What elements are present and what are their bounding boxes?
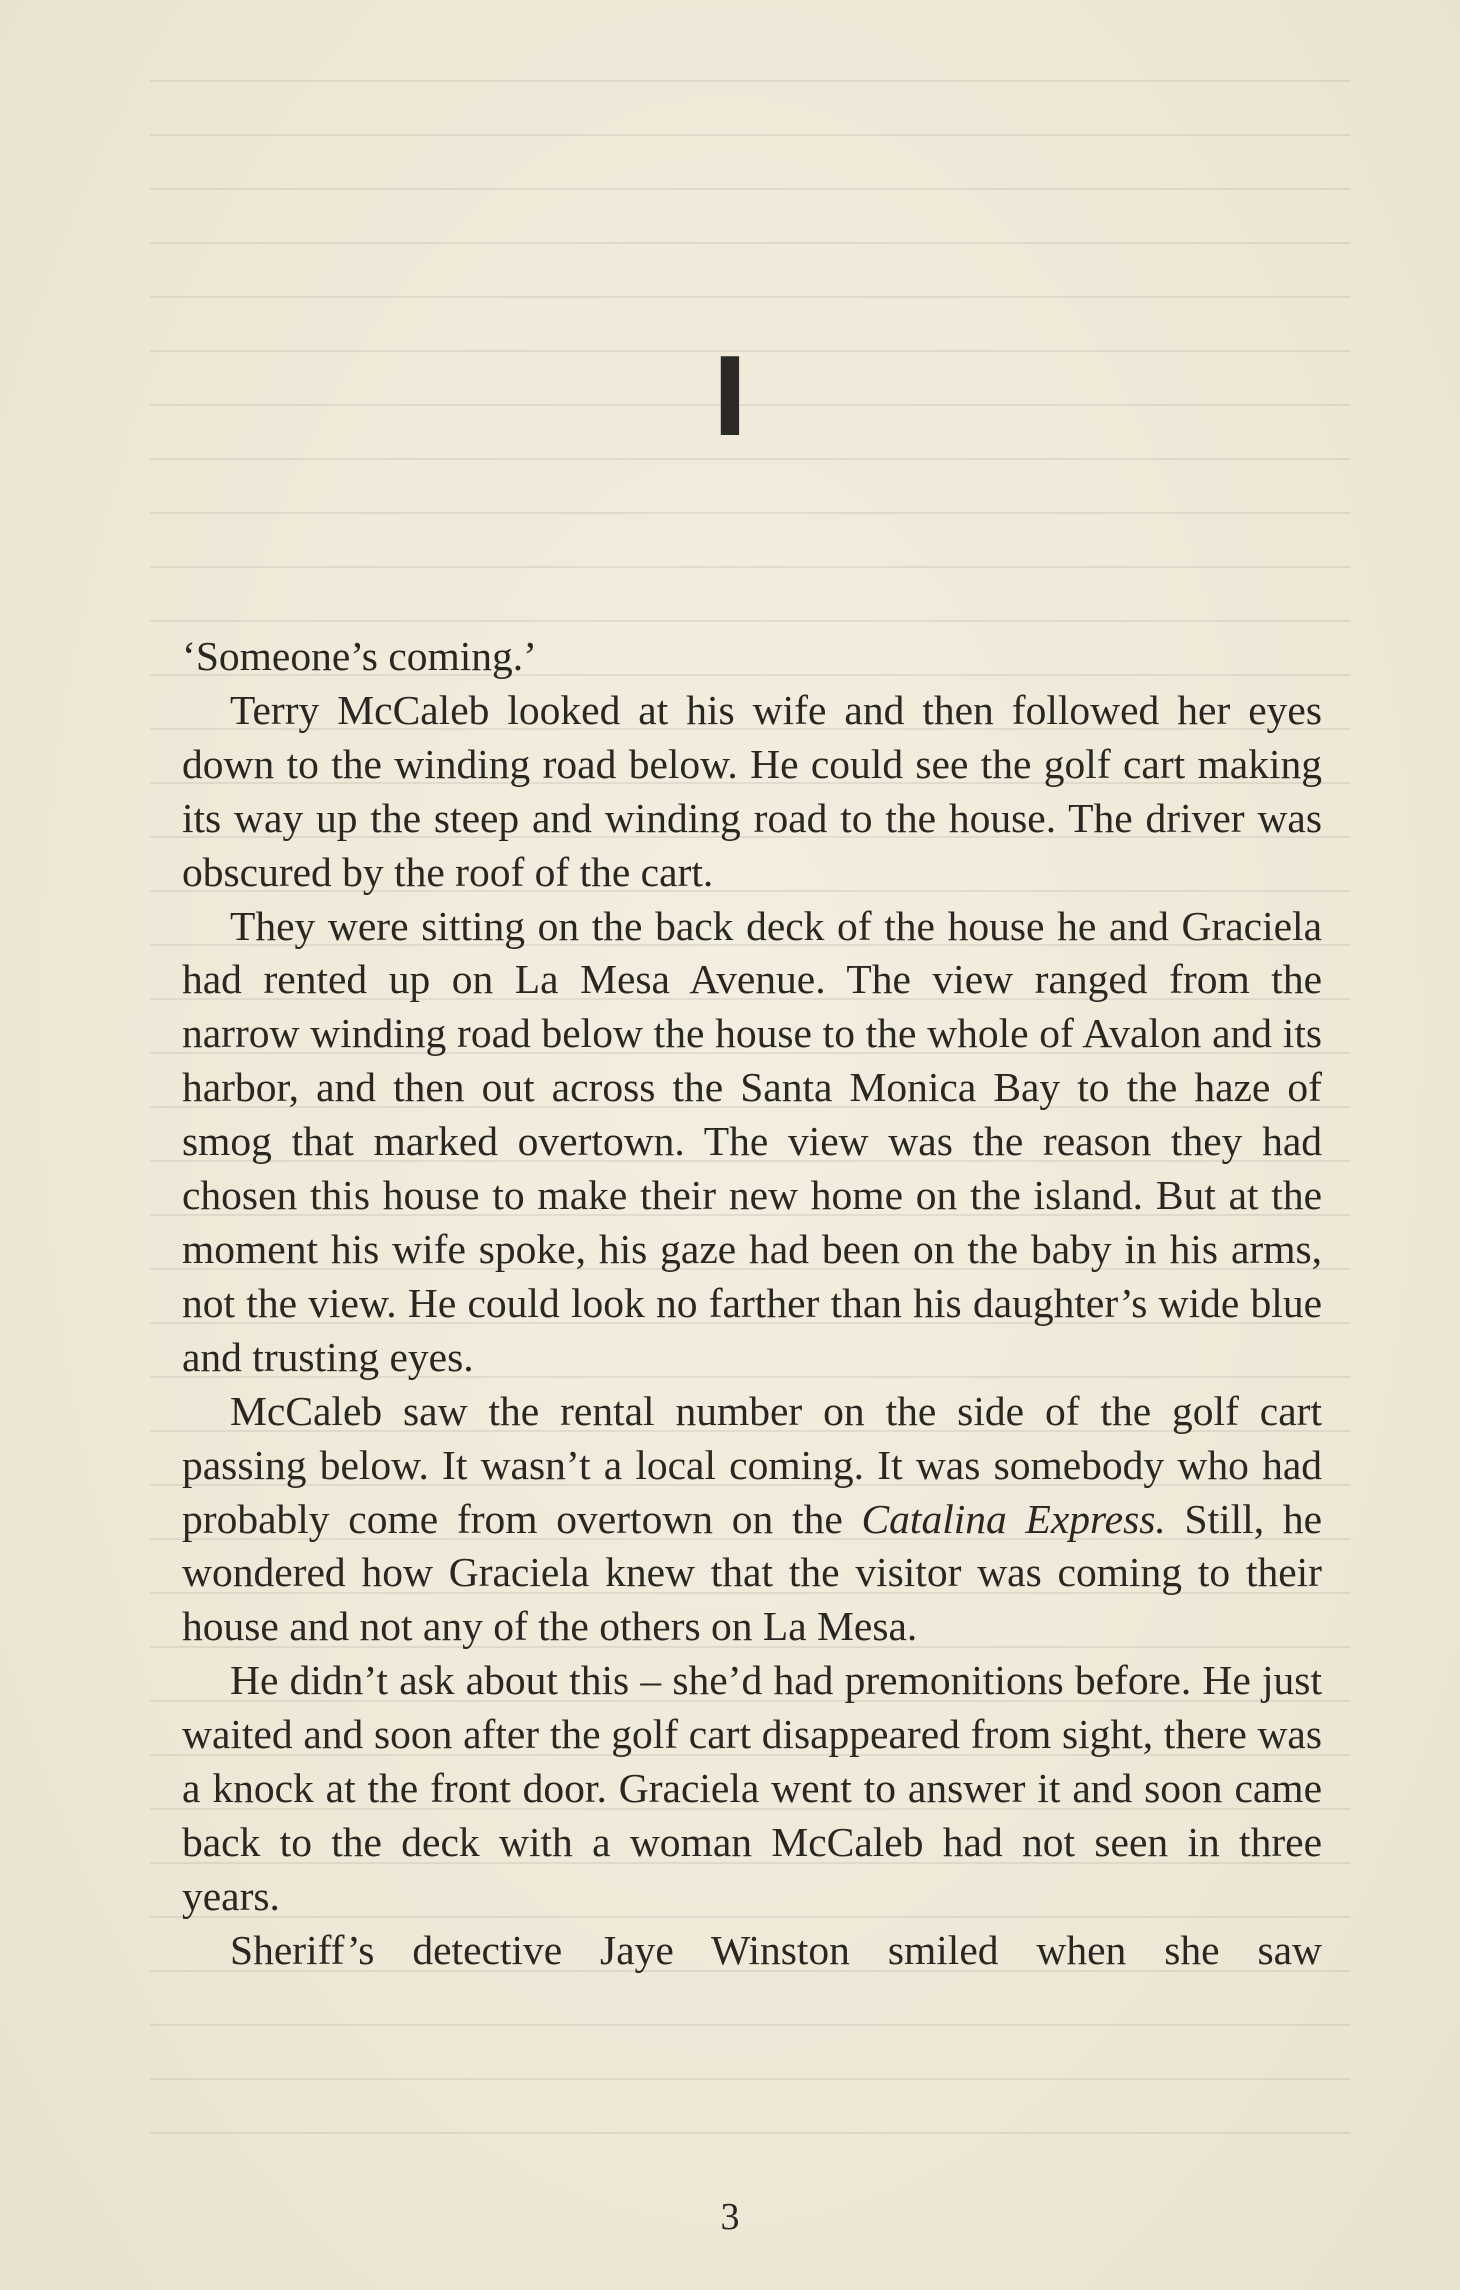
paragraph-6: Sheriff’s detective Jaye Winston smiled when she saw bbox=[230, 1926, 1322, 1973]
paragraph-4 bbox=[182, 1385, 1322, 1655]
body-text bbox=[182, 630, 1322, 1978]
ferry-name-italic: Catalina Express. bbox=[861, 1495, 1166, 1542]
paragraph-5: He didn’t ask about this – she’d had premonitions before. He just waited and soon after the golf cart disappeared from sight, there was a knock at the front door. Graciela went to answer it and soon came back to the deck with a woman McCaleb had not seen in three years. bbox=[182, 1657, 1322, 1919]
paragraph-4-text-after: Still, he wondered how Graciela knew that the visitor was coming to their house and not any of the others on La Mesa. bbox=[182, 1495, 1322, 1650]
page-number: 3 bbox=[720, 2196, 740, 2238]
paragraph-2: Terry McCaleb looked at his wife and then followed her eyes down to the winding road below. He could see the golf cart making its way up the steep and winding road to the house. The driver was obscured by the roof of the cart. bbox=[182, 686, 1322, 895]
paragraph-4-text-before: McCaleb saw the rental number on the side of the golf cart passing below. It wasn’t a local coming. It was somebody who had probably come from overtown on the bbox=[182, 1387, 1322, 1542]
paragraph-3: They were sitting on the back deck of the house he and Graciela had rented up on La Mesa Avenue. The view ranged from the narrow winding road below the house to the whole of Avalon and its harbor, and then out across the Santa Monica Bay to the haze of smog that marked overtown. The view was the reason they had chosen this house to make their new home on the island. But at the moment his wife spoke, his gaze had been on the baby in his arms, not the view. He could look no farther than his daughter’s wide blue and trusting eyes. bbox=[182, 902, 1322, 1380]
chapter-number: I bbox=[711, 336, 749, 461]
paragraph-1: ‘Someone’s coming.’ bbox=[182, 633, 537, 679]
